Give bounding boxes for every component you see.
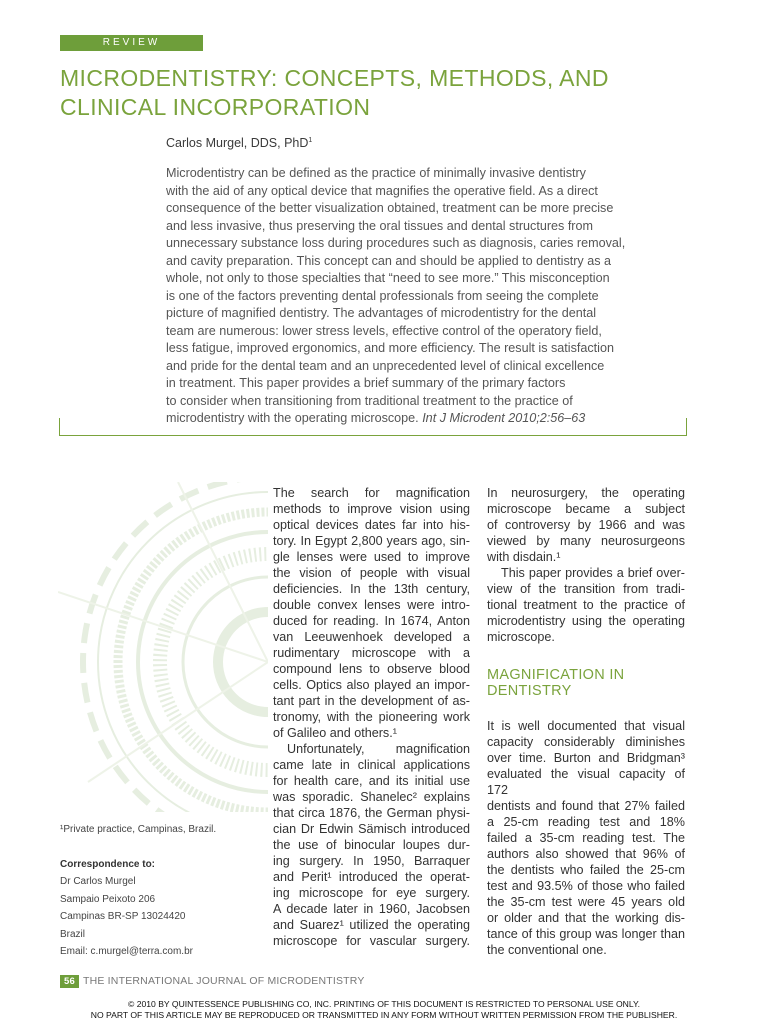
abstract-frame — [59, 418, 687, 436]
microscope-lens-illustration — [58, 482, 268, 812]
author-name: Carlos Murgel, DDS, PhD — [166, 136, 309, 150]
abstract-line: and less invasive, thus preserving the oral tissues and dental structures from — [166, 218, 594, 233]
body-line: evaluated the visual capacity of 172 — [487, 767, 685, 797]
footnote-affiliation: ¹Private practice, Campinas, Brazil. — [60, 824, 217, 835]
correspondence-line: Brazil — [60, 928, 86, 940]
page-footer — [60, 975, 365, 988]
body-line: or older and that the working dis- — [487, 911, 685, 925]
page-number: 56 — [60, 975, 79, 988]
body-line: double convex lenses were intro- — [273, 598, 470, 612]
article-title — [60, 64, 720, 122]
body-line: that circa 1876, the German physi- — [273, 806, 470, 820]
body-line: came late in clinical applications — [273, 758, 470, 772]
body-line: with disdain.¹ — [487, 550, 561, 564]
body-line: tronomy, with the pioneering work — [273, 710, 470, 724]
correspondence-line: Dr Carlos Murgel — [60, 876, 136, 887]
body-line: microscope. — [487, 630, 555, 644]
body-line: the dentists who failed the 25-cm — [487, 863, 685, 877]
abstract-line: consequence of the better visualization obtained, treatment can be more precise — [166, 201, 614, 215]
correspondence-email: Email: c.murgel@terra.com.br — [60, 946, 193, 957]
body-line: duced for reading. In 1674, Anton — [273, 614, 470, 628]
abstract-line-text: microdentistry with the operating microscope. — [166, 411, 419, 425]
body-column-2 — [487, 485, 685, 958]
abstract — [166, 165, 686, 428]
abstract-line: less fatigue, improved ergonomics, and more efficiency. The result is satisfaction — [166, 341, 614, 355]
body-line: and Perit¹ introduced the operat- — [273, 870, 470, 884]
body-line: van Leeuwenhoek developed a — [273, 630, 470, 644]
abstract-line: unnecessary substance loss during procedures such as diagnosis, caries removal, — [166, 236, 626, 250]
body-line: It is well documented that visual — [487, 719, 685, 733]
abstract-line: and pride for the dental team and an unprecedented level of clinical excellence — [166, 358, 605, 373]
body-line: gle lenses were used to improve — [273, 550, 470, 564]
body-line: the use of binocular loupes dur- — [273, 838, 470, 852]
body-line: was sporadic. Shanelec² explains — [273, 790, 470, 804]
author-line — [166, 136, 312, 150]
body-line: cian Dr Edwin Sämisch introduced — [273, 822, 470, 836]
body-line: tant part in the development of as- — [273, 694, 470, 708]
citation: Int J Microdent 2010;2:56–63 — [422, 411, 586, 425]
body-line: ing microscope for eye surgery. — [273, 886, 470, 900]
body-line: authors also showed that 96% of — [487, 847, 685, 861]
body-line: microdentistry using the operating — [487, 614, 685, 628]
body-line: dentists and found that 27% failed — [487, 799, 685, 813]
body-line: rudimentary microscope with a — [273, 646, 470, 660]
abstract-line: to consider when transitioning from traditional treatment to the practice of — [166, 393, 573, 408]
body-line: the 35-cm test were 45 years old — [487, 895, 685, 909]
body-line: optical devices dates far into his- — [273, 518, 470, 532]
body-line: test and 93.5% of those who failed — [487, 879, 685, 893]
body-line: In neurosurgery, the operating — [487, 486, 685, 500]
body-line: compound lens to observe blood — [273, 662, 470, 676]
body-line: ing surgery. In 1950, Barraquer — [273, 854, 470, 868]
body-line: of controversy by 1966 and was — [487, 518, 685, 532]
abstract-line: team are numerous: lower stress levels, effective control of the operatory field, — [166, 323, 602, 338]
body-line: tance of this group was longer than — [487, 927, 685, 941]
body-line: and Suarez¹ utilized the operating — [273, 918, 470, 932]
abstract-line: in treatment. This paper provides a brief summary of the primary factors — [166, 376, 566, 390]
body-line: capacity considerably diminishes — [487, 735, 685, 749]
body-line: over time. Burton and Bridgman³ — [487, 751, 685, 765]
heading-line: MAGNIFICATION IN — [487, 667, 625, 683]
body-line: failed a 35-cm reading test. The — [487, 831, 685, 845]
author-sup: 1 — [308, 136, 313, 144]
footnote — [60, 821, 216, 961]
copyright-line: NO PART OF THIS ARTICLE MAY BE REPRODUCED OR TRANSMITTED IN ANY FORM WITHOUT WRITTEN PERMISSION FROM THE PUBLISHER. — [90, 1010, 678, 1020]
copyright-notice — [0, 999, 768, 1021]
body-line: deficiencies. In the 13th century, — [273, 582, 470, 596]
abstract-line: Microdentistry can be defined as the practice of minimally invasive dentistry — [166, 166, 586, 180]
abstract-line: picture of magnified dentistry. The advantages of microdentistry for the dental — [166, 306, 597, 320]
body-line: Unfortunately, magnification — [287, 742, 470, 756]
abstract-line: whole, not only to those specialties that “need to see more.” This misconception — [166, 271, 610, 285]
correspondence-heading — [60, 856, 216, 874]
body-line: microscope became a subject — [487, 502, 685, 516]
body-line: cells. Optics also played an impor- — [273, 678, 470, 692]
body-line: the vision of people with visual — [273, 566, 470, 580]
body-line: A decade later in 1960, Jacobsen — [273, 902, 470, 916]
correspondence-heading-text: Correspondence to: — [60, 858, 156, 870]
abstract-line: with the aid of any optical device that magnifies the operative field. As a direct — [166, 183, 598, 198]
body-line: The search for magnification — [273, 486, 470, 500]
body-line: of Galileo and others.¹ — [273, 726, 397, 740]
body-line: a 25-cm reading test and 18% — [487, 815, 685, 829]
body-line: microscope for vascular surgery. — [273, 934, 470, 948]
body-line: view of the transition from tradi- — [487, 582, 685, 596]
section-heading — [487, 667, 685, 699]
title-line: MICRODENTISTRY: CONCEPTS, METHODS, AND — [60, 65, 609, 91]
correspondence-line: Sampaio Peixoto 206 — [60, 893, 156, 905]
abstract-line: is one of the factors preventing dental professionals from seeing the complete — [166, 288, 599, 303]
body-line: for health care, and its initial use — [273, 774, 470, 788]
body-line: viewed by many neurosurgeons — [487, 534, 685, 548]
section-label: REVIEW — [60, 35, 203, 51]
title-line: CLINICAL INCORPORATION — [60, 94, 371, 120]
abstract-line: and cavity preparation. This concept can and should be applied to dentistry as a — [166, 253, 612, 268]
copyright-line: © 2010 BY QUINTESSENCE PUBLISHING CO, INC. PRINTING OF THIS DOCUMENT IS RESTRICTED TO PERSONAL USE ONLY. — [127, 999, 641, 1009]
journal-name: THE INTERNATIONAL JOURNAL OF MICRODENTISTRY — [82, 975, 365, 987]
body-line: tory. In Egypt 2,800 years ago, sin- — [273, 534, 470, 548]
heading-line: DENTISTRY — [487, 683, 572, 699]
body-line: This paper provides a brief over- — [501, 566, 685, 580]
body-line: methods to improve vision using — [273, 502, 470, 516]
body-column-1 — [273, 485, 470, 949]
body-line: tional treatment to the practice of — [487, 598, 685, 612]
body-line: the conventional one. — [487, 943, 607, 957]
correspondence-line: Campinas BR-SP 13024420 — [60, 911, 186, 922]
